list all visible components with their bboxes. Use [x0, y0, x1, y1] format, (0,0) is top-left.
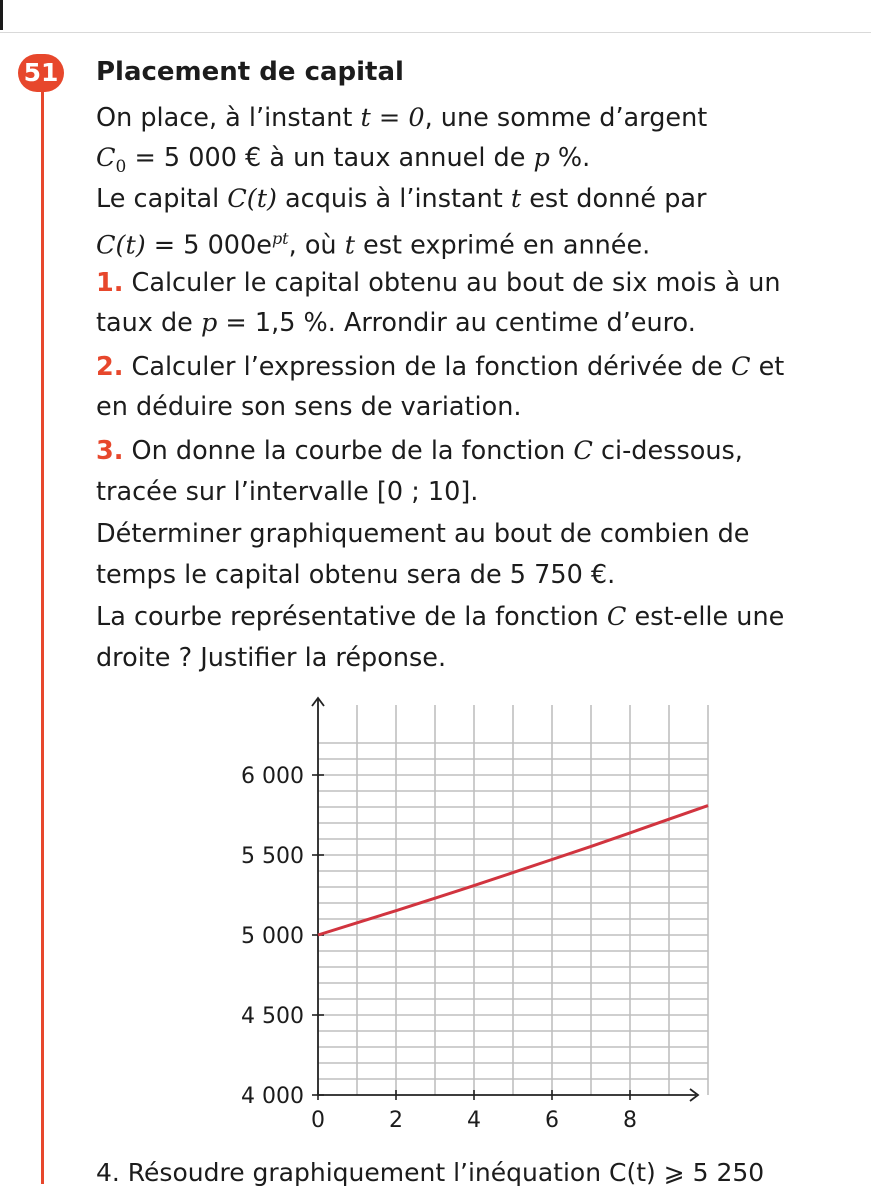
intro-line-3: Le capital C(t) acquis à l’instant t est donné par: [96, 184, 707, 214]
question-3-line-2: tracée sur l’intervalle [0 ; 10].: [96, 477, 479, 507]
question-3-line-6: droite ? Justifier la réponse.: [96, 643, 447, 673]
y-tick-label: 4 500: [241, 1004, 304, 1029]
exercise-title: Placement de capital: [96, 57, 404, 87]
y-tick-label: 4 000: [241, 1084, 304, 1109]
question-2-line-2: en déduire son sens de variation.: [96, 392, 522, 422]
y-tick-label: 5 500: [241, 844, 304, 869]
x-tick-label: 6: [545, 1108, 559, 1133]
exercise-margin-rule: [41, 74, 44, 1184]
x-tick-label: 2: [389, 1108, 403, 1133]
page-top-rule: [0, 32, 871, 33]
question-1-line-2: taux de p = 1,5 %. Arrondir au centime d’euro.: [96, 308, 696, 338]
question-3-line-5: La courbe représentative de la fonction C est-elle une: [96, 602, 785, 632]
question-3-line-4: temps le capital obtenu sera de 5 750 €.: [96, 560, 616, 590]
question-2-line-1: 2. Calculer l’expression de la fonction dérivée de C et: [96, 352, 785, 382]
intro-line-2: $C_0 = 5$ 000 € à un taux annuel de p %.: [96, 143, 591, 178]
question-3-line-1: 3. On donne la courbe de la fonction C ci-dessous,: [96, 436, 743, 466]
question-1-line-1: 1. Calculer le capital obtenu au bout de six mois à un: [96, 268, 781, 298]
y-tick-label: 6 000: [241, 764, 304, 789]
x-tick-label: 4: [467, 1108, 481, 1133]
question-3-line-3: Déterminer graphiquement au bout de combien de: [96, 519, 750, 549]
formula-line: C(t) = 5 $000e^{pt}$, où t est exprimé en année.: [96, 229, 651, 261]
x-tick-label: 0: [311, 1108, 325, 1133]
x-tick-label: 8: [623, 1108, 637, 1133]
question-4-cut-line: 4. Résoudre graphiquement l’inéquation C(t) ⩾ 5 250: [96, 1158, 765, 1187]
y-tick-label: 5 000: [241, 924, 304, 949]
exercise-number-badge: 51: [18, 54, 64, 92]
page-corner-line: [0, 0, 3, 30]
capital-chart: [220, 695, 720, 1135]
intro-line-1: On place, à l’instant t = 0, une somme d’argent: [96, 103, 708, 133]
